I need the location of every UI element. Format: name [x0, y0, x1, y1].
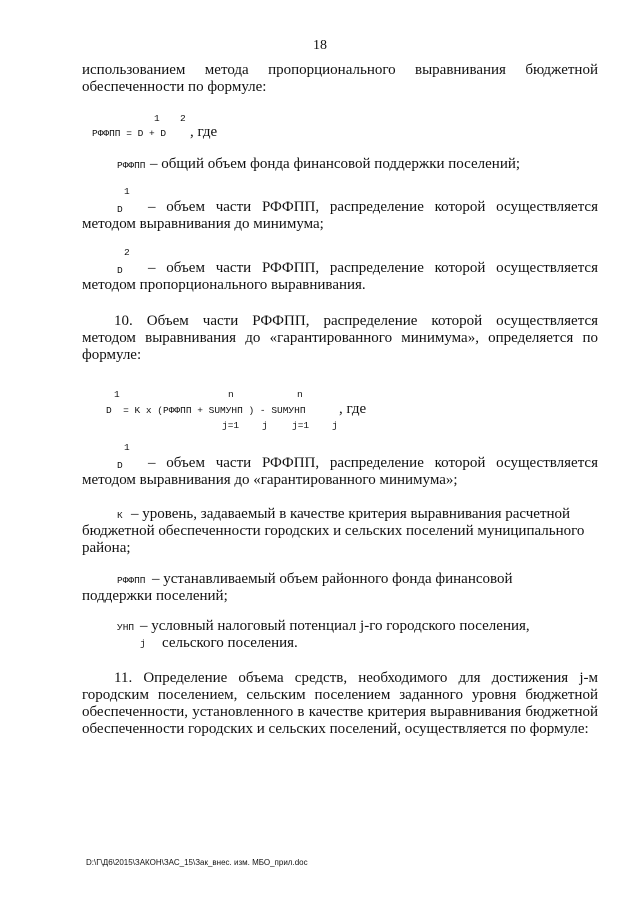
item11-line-1: 11. Определение объема средств, необходимого для достижения j-м: [114, 670, 598, 686]
formula1-sup-1: 1: [154, 113, 160, 124]
def5-line-3: района;: [82, 540, 131, 556]
formula2-sub-4: j: [332, 420, 338, 431]
def7-sub: j: [140, 638, 146, 649]
item10-line-2: методом выравнивания до «гарантированного минимума», определяется по: [82, 330, 598, 346]
def2-line-2: методом выравнивания до минимума;: [82, 216, 324, 232]
def4-line-1: – объем части РФФПП, распределение которой осуществляется: [148, 455, 598, 471]
def6-line-2: поддержки поселений;: [82, 588, 228, 604]
def4-line-2: методом выравнивания до «гарантированного минимума»;: [82, 472, 458, 488]
def7-line-1: – условный налоговый потенциал j-го городского поселения,: [140, 618, 530, 634]
intro-line-2: обеспеченности по формуле:: [82, 79, 267, 95]
def4-sup: 1: [124, 442, 130, 453]
formula2-sub-2: j: [262, 420, 268, 431]
def7-symbol: УНП: [117, 622, 135, 633]
formula2-sub-1: j=1: [222, 420, 240, 431]
formula2-n-2: n: [297, 389, 303, 400]
item10-line-1: 10. Объем части РФФПП, распределение которой осуществляется: [114, 313, 598, 329]
def4-symbol: D: [117, 460, 123, 471]
def5-line-2: бюджетной обеспеченности городских и сельских поселений муниципального: [82, 523, 585, 539]
formula2-n-1: n: [228, 389, 234, 400]
page-number: 18: [313, 38, 327, 53]
def5-line-1: – уровень, задаваемый в качестве критерия выравнивания расчетной: [131, 506, 571, 522]
footer-file-path: D:\Г\Д6\2015\ЗАКОН\ЗАС_15\Зак_внес. изм. МБО_прил.doc: [86, 858, 308, 867]
formula2-sup: 1: [114, 389, 120, 400]
item10-line-3: формуле:: [82, 347, 142, 363]
def1-text: – общий объем фонда финансовой поддержки поселений;: [150, 156, 521, 172]
def7-line-2: сельского поселения.: [162, 635, 298, 651]
formula1-expression: РФФПП = D + D: [92, 128, 167, 139]
def6-line-1: – устанавливаемый объем районного фонда финансовой: [152, 571, 513, 587]
formula2-where: , где: [339, 401, 367, 417]
item11-line-3: обеспеченности, установленного в качестве критерия выравнивания бюджетной: [82, 704, 598, 720]
intro-line-1: использованием метода пропорционального выравнивания бюджетной: [82, 62, 598, 78]
def2-symbol: D: [117, 204, 123, 215]
formula2-sub-3: j=1: [292, 420, 310, 431]
def3-sup: 2: [124, 247, 130, 258]
def3-line-1: – объем части РФФПП, распределение которой осуществляется: [148, 260, 598, 276]
formula1-where: , где: [190, 124, 218, 140]
def3-symbol: D: [117, 265, 123, 276]
item11-line-4: обеспеченности городских и сельских поселений, осуществляется по формуле:: [82, 721, 589, 737]
formula2-expression: D = K x (РФФПП + SUMУНП ) - SUMУНП: [106, 405, 306, 416]
def6-symbol: РФФПП: [117, 575, 146, 586]
item11-line-2: городским поселением, сельским поселением заданного уровня бюджетной: [82, 687, 598, 703]
def3-line-2: методом пропорционального выравнивания.: [82, 277, 366, 293]
def2-line-1: – объем части РФФПП, распределение которой осуществляется: [148, 199, 598, 215]
def5-symbol: К: [117, 510, 123, 521]
formula1-sup-2: 2: [180, 113, 186, 124]
def1-symbol: РФФПП: [117, 160, 146, 171]
def2-sup: 1: [124, 186, 130, 197]
